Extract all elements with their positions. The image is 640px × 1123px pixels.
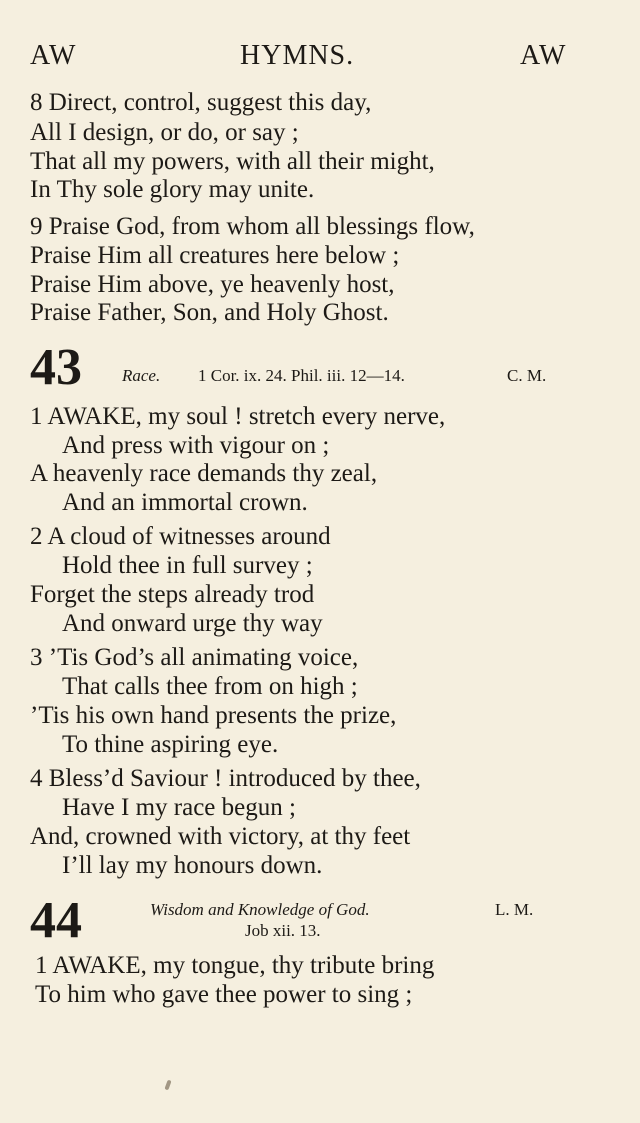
verse-line: All I design, or do, or say ; [30, 119, 299, 146]
verse-line: To thine aspiring eye. [62, 731, 279, 758]
verse-line: 9 Praise God, from whom all blessings flow, [30, 213, 475, 240]
verse-line: And an immortal crown. [62, 489, 308, 516]
verse-line: And press with vigour on ; [62, 432, 330, 459]
verse-line: Have I my race begun ; [62, 794, 296, 821]
verse-line: In Thy sole glory may unite. [30, 176, 315, 203]
verse-line: 1 AWAKE, my tongue, thy tribute bring [35, 952, 435, 979]
ink-mark [164, 1080, 171, 1091]
verse-line: Forget the steps already trod [30, 581, 315, 608]
verse-line: And onward urge thy way [62, 610, 323, 637]
verse-line: Praise Father, Son, and Holy Ghost. [30, 299, 389, 326]
verse-line: 1 AWAKE, my soul ! stretch every nerve, [30, 403, 446, 430]
verse-line: That all my powers, with all their might, [30, 148, 435, 175]
running-header [0, 40, 640, 80]
hymn-title: Race. [122, 366, 161, 385]
header-right: AW [520, 40, 567, 71]
verse-line: 3 ’Tis God’s all animating voice, [30, 644, 359, 671]
verse-line: To him who gave thee power to sing ; [35, 981, 413, 1008]
verse-line: Hold thee in full survey ; [62, 552, 313, 579]
verse-line: I’ll lay my honours down. [62, 852, 323, 879]
verse-line: ’Tis his own hand presents the prize, [30, 702, 397, 729]
verse-line: 2 A cloud of witnesses around [30, 523, 331, 550]
scripture-reference: Job xii. 13. [245, 921, 321, 940]
verse-line: That calls thee from on high ; [62, 673, 358, 700]
verse-line: A heavenly race demands thy zeal, [30, 460, 378, 487]
verse-line: Praise Him all creatures here below ; [30, 242, 400, 269]
verse-line: And, crowned with victory, at thy feet [30, 823, 411, 850]
meter-label: C. M. [507, 366, 547, 385]
header-center: HYMNS. [240, 40, 355, 71]
meter-label: L. M. [495, 900, 534, 919]
verse-line: 8 Direct, control, suggest this day, [30, 89, 372, 116]
scripture-reference: 1 Cor. ix. 24. Phil. iii. 12—14. [198, 366, 405, 385]
verse-line: Praise Him above, ye heavenly host, [30, 271, 395, 298]
hymn-number: 43 [30, 339, 82, 396]
verse-line: 4 Bless’d Saviour ! introduced by thee, [30, 765, 421, 792]
header-left: AW [30, 40, 77, 71]
hymn-number: 44 [30, 892, 82, 949]
hymn-title: Wisdom and Knowledge of God. [150, 900, 370, 919]
